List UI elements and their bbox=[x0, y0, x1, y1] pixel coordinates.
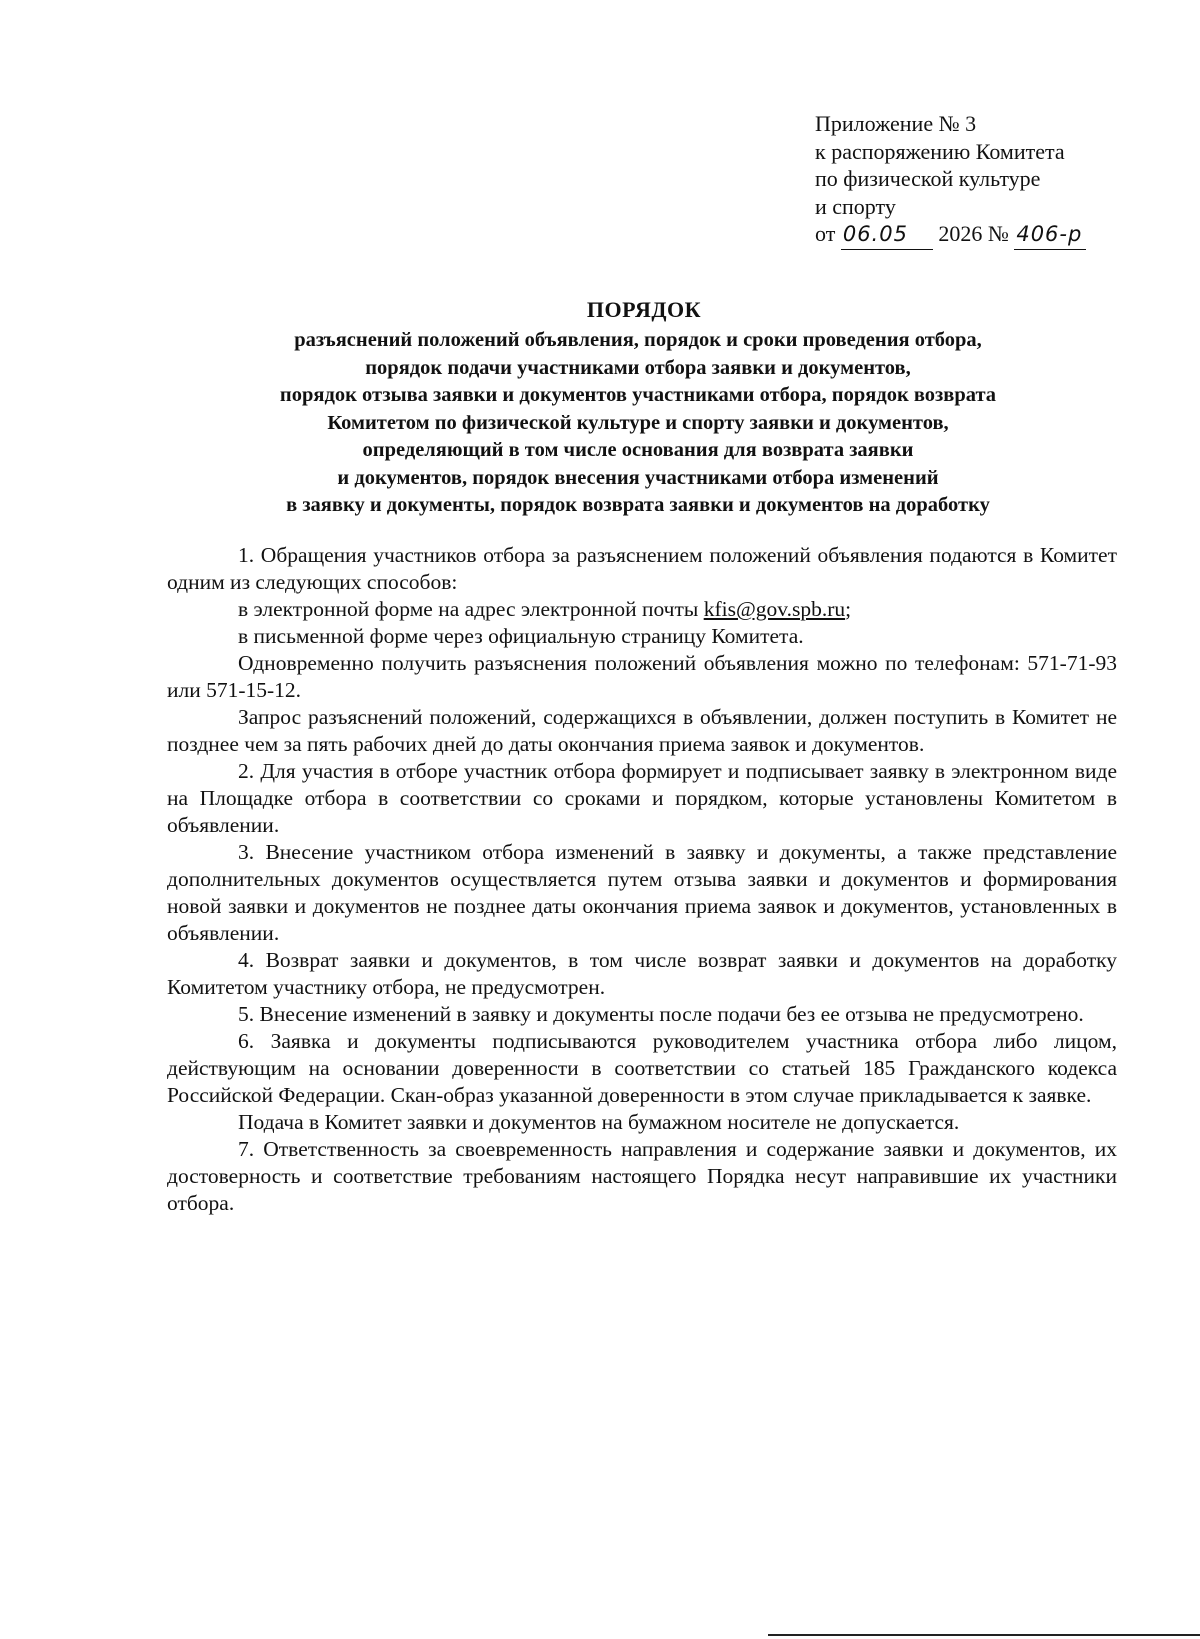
email-method-end: ; bbox=[845, 597, 852, 621]
email-link[interactable]: kfis@gov.spb.ru bbox=[703, 597, 846, 621]
subtitle-line: Комитетом по физической культуре и спорту заявки и документов, bbox=[327, 411, 949, 434]
paragraph-3: 3. Внесение участником отбора изменений в заявку и документы, а также представление дополнительных документов осуществляется путем отзыва заявки и документов и формирования новой заявки и документов не позднее даты окончания приема заявок и документов, установленных в объявлении. bbox=[167, 840, 1117, 945]
document-body bbox=[167, 542, 1117, 1217]
document-subtitle bbox=[188, 327, 1088, 520]
subtitle-line: разъяснений положений объявления, порядок и сроки проведения отбора, bbox=[294, 329, 982, 351]
date-prefix: от bbox=[815, 221, 836, 246]
year-text: 2026 № bbox=[938, 221, 1009, 246]
appendix-date-line bbox=[815, 220, 1086, 250]
paragraph-1-written-method: в письменной форме через официальную страницу Комитета. bbox=[238, 624, 804, 648]
subtitle-line: определяющий в том числе основания для возврата заявки bbox=[362, 439, 914, 461]
email-method-text: в электронной форме на адрес электронной почты bbox=[238, 597, 704, 621]
subtitle-line: порядок подачи участниками отбора заявки и документов, bbox=[365, 356, 911, 379]
appendix-line-2: к распоряжению Комитета bbox=[815, 138, 1065, 164]
appendix-line-3: по физической культуре bbox=[815, 166, 1041, 191]
paragraph-6-paper: Подача в Комитет заявки и документов на бумажном носителе не допускается. bbox=[238, 1110, 960, 1134]
paragraph-1-phones: Одновременно получить разъяснения положений объявления можно по телефонам: 571-71-93 или 571-15-12. bbox=[167, 651, 1117, 702]
paragraph-5: 5. Внесение изменений в заявку и документы после подачи без ее отзыва не предусмотрено. bbox=[238, 1002, 1084, 1026]
footer-divider bbox=[768, 1634, 1200, 1636]
document-title: ПОРЯДОК bbox=[586, 297, 702, 322]
paragraph-7: 7. Ответственность за своевременность направления и содержание заявки и документов, их достоверность и соответствие требованиям настоящего Порядка несут направившие их участники отбора. bbox=[167, 1137, 1117, 1215]
handwritten-date: 06.05 bbox=[841, 221, 933, 250]
paragraph-2: 2. Для участия в отборе участник отбора формирует и подписывает заявку в электронном виде на Площадке отбора в соответствии со сроками и порядком, которые установлены Комитетом в объявлении. bbox=[167, 759, 1117, 837]
appendix-line-4: и спорту bbox=[815, 193, 896, 219]
appendix-block bbox=[815, 110, 1086, 250]
paragraph-1-deadline: Запрос разъяснений положений, содержащихся в объявлении, должен поступить в Комитет не позднее чем за пять рабочих дней до даты окончания приема заявок и документов. bbox=[167, 705, 1117, 756]
paragraph-1-email-method bbox=[167, 596, 1117, 623]
paragraph-1: 1. Обращения участников отбора за разъяснением положений объявления подаются в Комитет одним из следующих способов: bbox=[167, 543, 1117, 594]
paragraph-4: 4. Возврат заявки и документов, в том числе возврат заявки и документов на доработку Комитетом участнику отбора, не предусмотрен. bbox=[167, 948, 1117, 999]
subtitle-line: порядок отзыва заявки и документов участниками отбора, порядок возврата bbox=[279, 384, 997, 406]
handwritten-number: 406-р bbox=[1014, 221, 1086, 250]
appendix-line-1: Приложение № 3 bbox=[815, 111, 977, 136]
subtitle-line: в заявку и документы, порядок возврата заявки и документов на доработку bbox=[286, 494, 990, 516]
subtitle-line: и документов, порядок внесения участниками отбора изменений bbox=[337, 466, 939, 489]
paragraph-6: 6. Заявка и документы подписываются руководителем участника отбора либо лицом, действующим на основании доверенности в соответствии со статьей 185 Гражданского кодекса Российской Федерации. Скан-образ указанной доверенности в этом случае прикладывается к заявке. bbox=[167, 1029, 1117, 1107]
